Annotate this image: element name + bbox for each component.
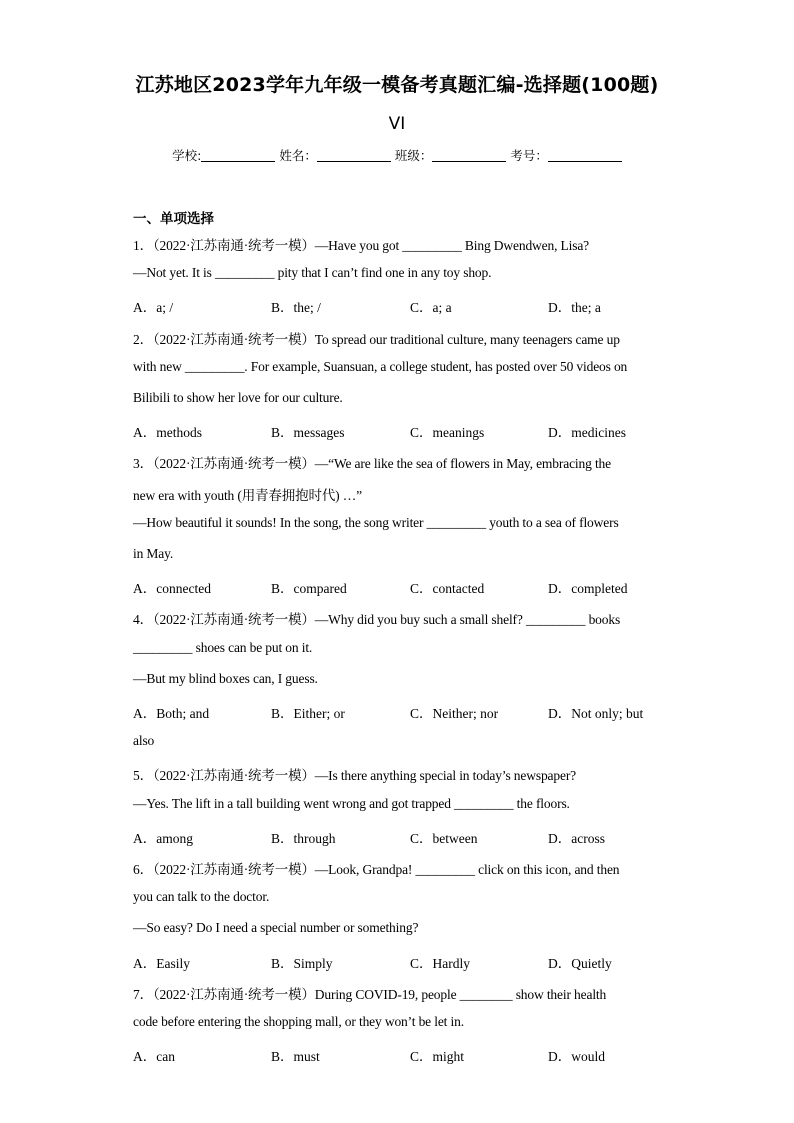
question-1-line-2: —Not yet. It is _________ pity that I can’t find one in any toy shop.	[133, 265, 492, 280]
question-4-line-2: _________ shoes can be put on it.	[133, 640, 313, 655]
question-4-option-d-wrap: also	[133, 733, 155, 748]
question-4-option-a[interactable]: A．Both; and	[133, 706, 210, 721]
question-1-line-1: 1．（2022·江苏南通·统考一模）—Have you got _________ Bing Dwendwen, Lisa?	[133, 238, 590, 253]
question-3-line-2: new era with youth (用青春拥抱时代) …”	[133, 488, 362, 503]
student-info-row	[0, 146, 794, 164]
question-6-option-b[interactable]: B．Simply	[271, 956, 333, 971]
question-4-option-c[interactable]: C．Neither; nor	[410, 706, 499, 721]
question-2-line-2: with new _________. For example, Suansuan, a college student, has posted over 50 videos on	[133, 359, 628, 374]
question-5-option-a[interactable]: A．among	[133, 831, 193, 846]
question-5-option-d[interactable]: D．across	[548, 831, 605, 846]
exam-number-blank[interactable]	[548, 148, 622, 162]
question-7-option-a[interactable]: A．can	[133, 1049, 175, 1064]
question-2-option-a[interactable]: A．methods	[133, 425, 202, 440]
question-7-option-b[interactable]: B．must	[271, 1049, 320, 1064]
question-3-option-d[interactable]: D．completed	[548, 581, 628, 596]
question-2-option-d[interactable]: D．medicines	[548, 425, 626, 440]
section-heading: 一、单项选择	[133, 211, 214, 227]
question-6-option-d[interactable]: D．Quietly	[548, 956, 612, 971]
question-2-line-1: 2．（2022·江苏南通·统考一模）To spread our traditional culture, many teenagers came up	[133, 332, 620, 347]
question-3-line-3: —How beautiful it sounds! In the song, the song writer _________ youth to a sea of flowers	[133, 515, 619, 530]
question-1-option-d[interactable]: D．the; a	[548, 300, 601, 315]
school-blank[interactable]	[201, 148, 275, 162]
question-3-option-c[interactable]: C．contacted	[410, 581, 485, 596]
question-2-option-c[interactable]: C．meanings	[410, 425, 485, 440]
question-2-line-3: Bilibili to show her love for our culture.	[133, 390, 343, 405]
question-4-line-1: 4．（2022·江苏南通·统考一模）—Why did you buy such a small shelf? _________ books	[133, 612, 621, 627]
question-5-line-1: 5．（2022·江苏南通·统考一模）—Is there anything special in today’s newspaper?	[133, 768, 577, 783]
page-title: 江苏地区2023学年九年级一模备考真题汇编-选择题(100题)	[135, 74, 659, 96]
question-3-option-b[interactable]: B．compared	[271, 581, 347, 596]
page-subtitle: VI	[388, 114, 406, 134]
question-4-option-d[interactable]: D．Not only; but	[548, 706, 644, 721]
question-2-option-b[interactable]: B．messages	[271, 425, 345, 440]
class-label: 班级：	[394, 148, 433, 163]
question-6-line-2: you can talk to the doctor.	[133, 889, 270, 904]
question-5-line-2: —Yes. The lift in a tall building went wrong and got trapped _________ the floors.	[133, 796, 570, 811]
question-6-option-c[interactable]: C．Hardly	[410, 956, 470, 971]
question-4-line-3: —But my blind boxes can, I guess.	[133, 671, 318, 686]
name-label: 姓名：	[279, 148, 317, 163]
question-1-option-a[interactable]: A．a; /	[133, 300, 174, 315]
question-7-option-c[interactable]: C．might	[410, 1049, 465, 1064]
question-4-option-b[interactable]: B．Either; or	[271, 706, 345, 721]
class-blank[interactable]	[432, 148, 506, 162]
name-blank[interactable]	[317, 148, 391, 162]
question-7-option-d[interactable]: D．would	[548, 1049, 605, 1064]
question-7-line-2: code before entering the shopping mall, or they won’t be let in.	[133, 1014, 464, 1029]
school-label: 学校:	[172, 148, 202, 163]
exam-number-label: 考号：	[510, 148, 548, 163]
question-7-line-1: 7．（2022·江苏南通·统考一模）During COVID-19, people ________ show their health	[133, 987, 607, 1002]
question-6-option-a[interactable]: A．Easily	[133, 956, 190, 971]
question-5-option-b[interactable]: B．through	[271, 831, 336, 846]
question-1-option-c[interactable]: C．a; a	[410, 300, 452, 315]
question-3-line-4: in May.	[133, 546, 174, 561]
question-6-line-1: 6．（2022·江苏南通·统考一模）—Look, Grandpa! _________ click on this icon, and then	[133, 862, 620, 877]
question-3-line-1: 3．（2022·江苏南通·统考一模）—“We are like the sea of flowers in May, embracing the	[133, 456, 611, 471]
question-6-line-3: —So easy? Do I need a special number or something?	[133, 920, 419, 935]
question-1-option-b[interactable]: B．the; /	[271, 300, 321, 315]
question-5-option-c[interactable]: C．between	[410, 831, 478, 846]
question-3-option-a[interactable]: A．connected	[133, 581, 211, 596]
